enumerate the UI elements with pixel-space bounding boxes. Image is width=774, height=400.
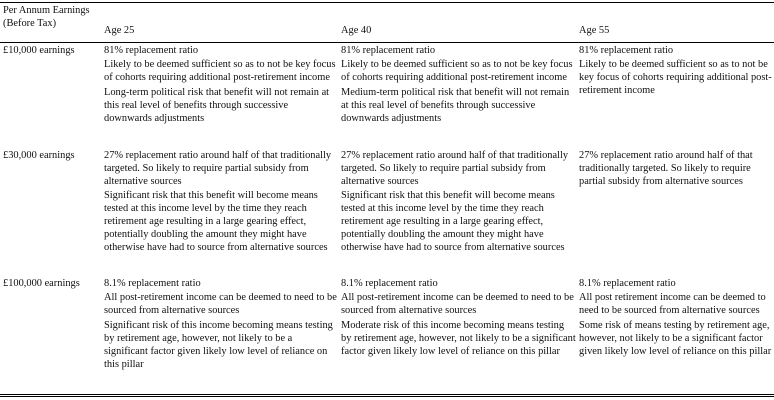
row-label-100k: £100,000 earnings: [3, 278, 80, 289]
header-age-25: Age 25: [104, 25, 135, 36]
header-earnings-label: Per Annum Earnings (Before Tax): [3, 5, 90, 29]
header-age-40: Age 40: [341, 25, 372, 36]
table-bottom-rule-double: [0, 396, 774, 397]
replacement-ratio: 81% replacement ratio: [104, 45, 199, 56]
replacement-ratio: 81% replacement ratio: [579, 45, 674, 56]
cell-100k-age55: [579, 278, 774, 359]
cell-note: Long-term political risk that benefit will not remain at this real level of benefits through successive downwards adjustments: [104, 87, 330, 125]
replacement-ratio: 8.1% replacement ratio: [341, 278, 438, 289]
cell-note: Significant risk of this income becoming means testing by retirement age, however, not likely to be a significant factor given likely low level of reliance on this pillar: [104, 320, 333, 370]
cell-note: Medium-term political risk that benefit will not remain at this real level of benefits through successive downwards adjustments: [341, 87, 570, 125]
cell-note: All post-retirement income can be deemed to need to be sourced from alternative sources: [104, 292, 337, 317]
replacement-ratio: 8.1% replacement ratio: [104, 278, 201, 289]
cell-note: Significant risk that this benefit will become means tested at this income level by the time they reach retirement age resulting in a large gearing effect, potentially doubling the amount they might have otherwise have had to source from alternative sources: [341, 190, 565, 253]
replacement-ratio: 27% replacement ratio around half of that traditionally targeted. So likely to require partial subsidy from alternative sources: [104, 150, 332, 187]
cell-100k-age40: [341, 278, 576, 359]
cell-note: All post-retirement income can be deemed to need to be sourced from alternative sources: [341, 292, 574, 317]
replacement-ratio: 27% replacement ratio around half of that traditionally targeted. So likely to require partial subsidy from alternative sources: [579, 150, 753, 187]
cell-note: All post retirement income can be deemed to need to be sourced from alternative sources: [579, 292, 766, 317]
cell-note: Likely to be deemed sufficient so as to not be key focus of cohorts requiring additional post-retirement income: [341, 59, 573, 84]
row-label-30k: £30,000 earnings: [3, 150, 75, 161]
cell-note: Some risk of means testing by retirement age, however, not likely to be a significant factor given likely low level of reliance on this pillar: [579, 320, 772, 358]
cell-30k-age40: [341, 150, 576, 255]
cell-10k-age55: [579, 45, 774, 98]
table-bottom-rule: [0, 394, 774, 395]
cell-10k-age40: [341, 45, 576, 126]
cell-100k-age25: [104, 278, 338, 372]
row-label-10k: £10,000 earnings: [3, 45, 75, 56]
header-age-55: Age 55: [579, 25, 610, 36]
cell-note: Likely to be deemed sufficient so as to not be key focus of cohorts requiring additional post-retirement income: [104, 59, 336, 84]
cell-note: Significant risk that this benefit will become means tested at this income level by the time they reach retirement age resulting in a large gearing effect, potentially doubling the amount they might have otherwise have had to source from alternative sources: [104, 190, 328, 253]
table-top-rule: [0, 2, 774, 3]
header-rule: [0, 42, 774, 43]
replacement-ratio: 81% replacement ratio: [341, 45, 436, 56]
cell-note: Moderate risk of this income becoming means testing by retirement age, however, not likely to be a significant factor given likely low level of reliance on this pillar: [341, 320, 576, 358]
replacement-ratio: 8.1% replacement ratio: [579, 278, 676, 289]
cell-10k-age25: [104, 45, 338, 126]
cell-30k-age25: [104, 150, 338, 255]
cell-30k-age55: [579, 150, 774, 189]
cell-note: Likely to be deemed sufficient so as to not be key focus of cohorts requiring additional post-retirement income: [579, 59, 772, 97]
replacement-ratio: 27% replacement ratio around half of that traditionally targeted. So likely to require partial subsidy from alternative sources: [341, 150, 569, 187]
